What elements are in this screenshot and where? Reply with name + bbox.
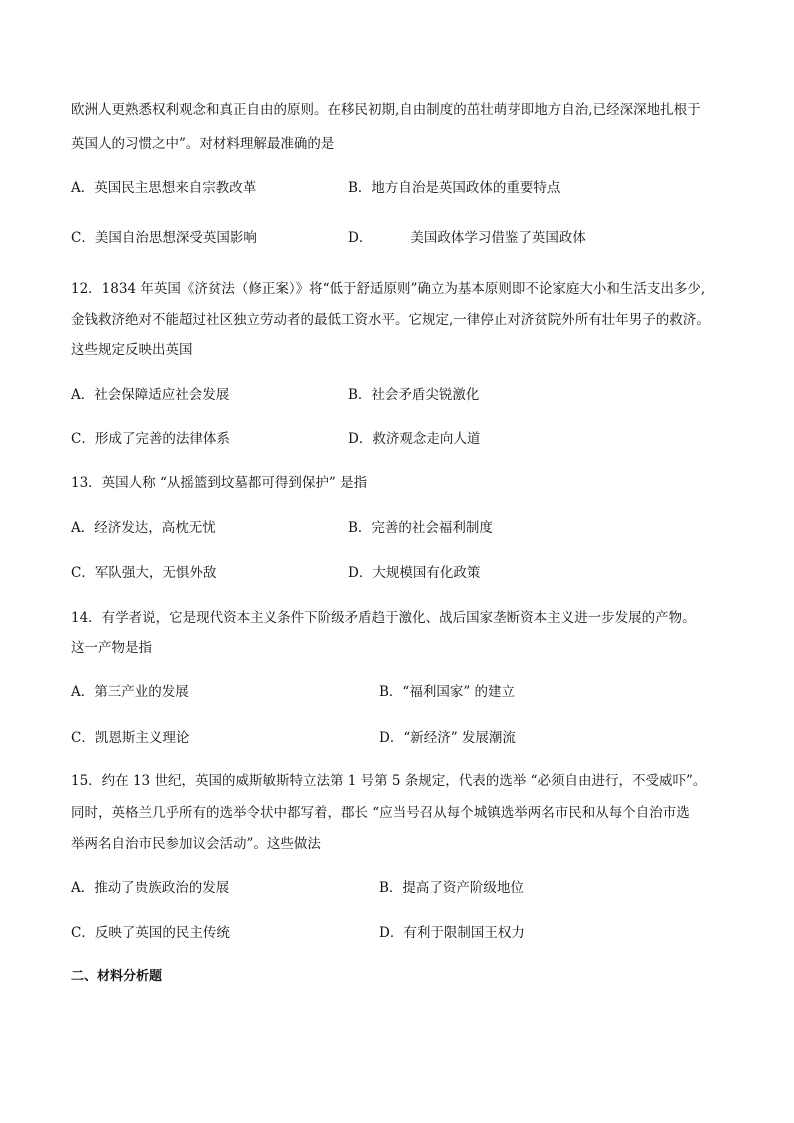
q14-option-c: C．凯恩斯主义理论 xyxy=(71,730,190,746)
q12-option-a: A．社会保障适应社会发展 xyxy=(71,387,230,403)
q15-option-a: A．推动了贵族政治的发展 xyxy=(71,880,230,896)
q13-stem-line-1: 13．英国人称 “从摇篮到坟墓都可得到保护” 是指 xyxy=(71,475,368,491)
q15-stem-line-1: 15．约在 13 世纪，英国的威斯敏斯特立法第 1 号第 5 条规定，代表的选举 “必须自由进行，不受威吓”。 xyxy=(71,773,707,789)
q14-stem-line-1: 14．有学者说，它是现代资本主义条件下阶级矛盾趋于激化、战后国家垄断资本主义进一步发展的产物。 xyxy=(71,610,696,626)
q14-option-b: B．“福利国家” 的建立 xyxy=(379,684,516,700)
q11-option-d xyxy=(348,228,586,248)
q11-option-a: A．英国民主思想来自宗教改革 xyxy=(71,180,257,196)
q14-stem-line-2: 这一产物是指 xyxy=(71,640,152,656)
q13-option-b: B．完善的社会福利制度 xyxy=(348,520,493,536)
q14-option-a: A．第三产业的发展 xyxy=(71,684,189,700)
q12-option-d: D．救济观念走向人道 xyxy=(348,431,481,447)
q11-stem-line-1: 欧洲人更熟悉权利观念和真正自由的原则。在移民初期,自由制度的茁壮萌芽即地方自治,已经深深地扎根于 xyxy=(71,102,701,118)
q12-stem-line-2: 金钱救济绝对不能超过社区独立劳动者的最低工资水平。它规定,一律停止对济贫院外所有壮年男子的救济。 xyxy=(71,312,710,328)
q12-option-c: C．形成了完善的法律体系 xyxy=(71,431,230,447)
q15-option-c: C．反映了英国的民主传统 xyxy=(71,925,230,941)
q12-stem-line-3: 这些规定反映出英国 xyxy=(71,342,193,358)
q13-option-a: A．经济发达，高枕无忧 xyxy=(71,520,216,536)
q11-option-b: B．地方自治是英国政体的重要特点 xyxy=(348,180,561,196)
q14-option-d: D．“新经济” 发展潮流 xyxy=(379,730,516,746)
q11-stem-line-2: 英国人的习惯之中”。对材料理解最准确的是 xyxy=(71,136,335,152)
q11-option-d-text: 美国政体学习借鉴了英国政体 xyxy=(410,230,586,246)
q12-stem-line-1: 12．1834 年英国《济贫法（修正案）》将“低于舒适原则”确立为基本原则即不论家庭大小和生活支出多少, xyxy=(71,281,706,297)
q12-option-b: B．社会矛盾尖锐激化 xyxy=(348,387,480,403)
section-heading-material-analysis: 二、材料分析题 xyxy=(71,969,163,984)
q15-option-b: B．提高了资产阶级地位 xyxy=(379,880,524,896)
q15-stem-line-3: 举两名自治市民参加议会活动”。这些做法 xyxy=(71,836,321,852)
q15-stem-line-2: 同时，英格兰几乎所有的选举令状中都写着，郡长 “应当号召从每个城镇选举两名市民和从每个自治市选 xyxy=(71,805,690,821)
q11-option-d-key: D． xyxy=(348,230,373,246)
q11-option-c: C．美国自治思想深受英国影响 xyxy=(71,230,257,246)
q15-option-d: D．有利于限制国王权力 xyxy=(379,925,525,941)
q13-option-d: D．大规模国有化政策 xyxy=(348,565,481,581)
q13-option-c: C．军队强大，无惧外敌 xyxy=(71,565,217,581)
